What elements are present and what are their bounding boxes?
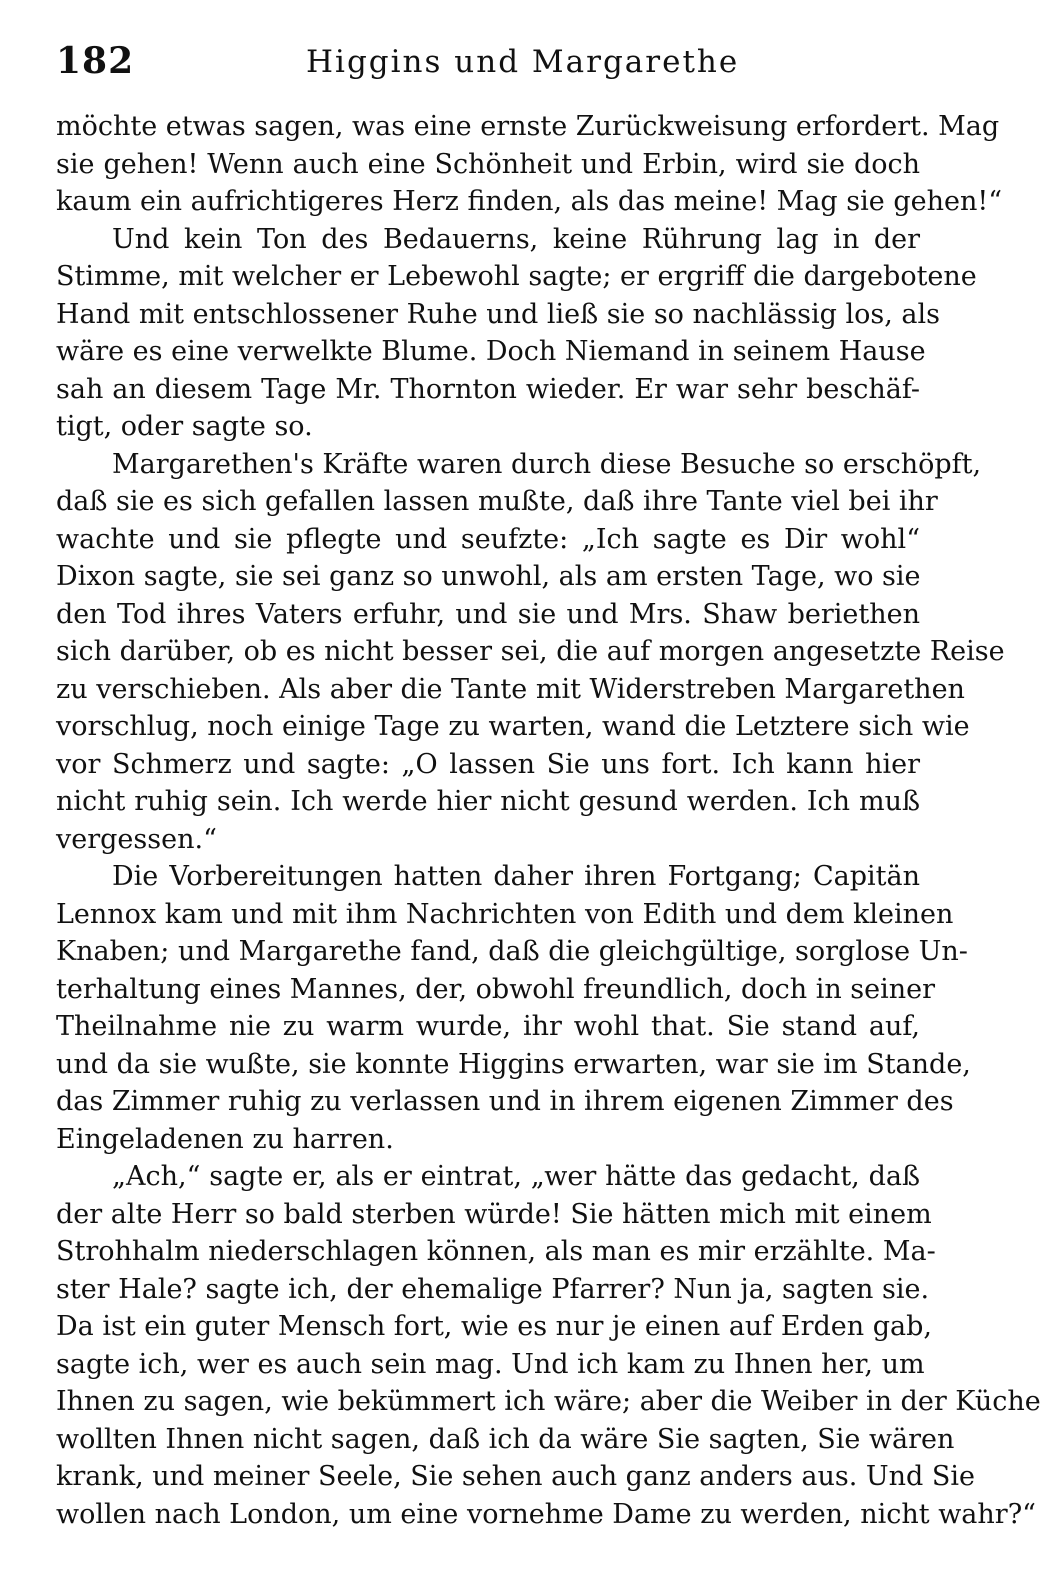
text-line: Die Vorbereitungen hatten daher ihren Fortgang; Capitän — [112, 861, 920, 892]
text-line: Strohhalm niederschlagen können, als man es mir erzählte. Ma- — [56, 1236, 936, 1267]
text-line: wollten Ihnen nicht sagen, daß ich da wäre Sie sagten, Sie wären — [56, 1423, 955, 1455]
text-line: Stimme, mit welcher er Lebewohl sagte; er ergriff die dargebotene — [56, 261, 977, 292]
text-line: Und kein Ton des Bedauerns, keine Rührung lag in der — [112, 223, 920, 255]
text-line: ster Hale? sagte ich, der ehemalige Pfarrer? Nun ja, sagten sie. — [56, 1273, 930, 1305]
text-line: Ihnen zu sagen, wie bekümmert ich wäre; aber die Weiber in der Küche — [56, 1386, 1041, 1417]
text-line: wäre es eine verwelkte Blume. Doch Niemand in seinem Hause — [56, 336, 926, 367]
body-text — [56, 108, 1041, 1533]
text-line: sagte ich, wer es auch sein mag. Und ich kam zu Ihnen her, um — [56, 1348, 925, 1380]
text-line: Knaben; und Margarethe fand, daß die gleichgültige, sorglose Un- — [56, 936, 968, 967]
text-line: tigt, oder sagte so. — [56, 411, 313, 442]
text-line: terhaltung eines Mannes, der, obwohl freundlich, doch in seiner — [56, 973, 936, 1005]
text-line: sich darüber, ob es nicht besser sei, die auf morgen angesetzte Reise — [56, 636, 1005, 667]
text-line: sah an diesem Tage Mr. Thornton wieder. Er war sehr beschäf- — [56, 373, 920, 405]
text-line: den Tod ihres Vaters erfuhr, und sie und Mrs. Shaw beriethen — [56, 598, 920, 630]
running-title: Higgins und Margarethe — [306, 44, 740, 80]
text-line: vorschlug, noch einige Tage zu warten, wand die Letztere sich wie — [56, 711, 970, 742]
text-line: daß sie es sich gefallen lassen mußte, daß ihre Tante viel bei ihr — [56, 486, 938, 517]
text-line: Da ist ein guter Mensch fort, wie es nur je einen auf Erden gab, — [56, 1311, 932, 1342]
text-line: der alte Herr so bald sterben würde! Sie hätten mich mit einem — [56, 1198, 932, 1230]
text-line: und da sie wußte, sie konnte Higgins erwarten, war sie im Stande, — [56, 1048, 971, 1080]
text-line: wachte und sie pflegte und seufzte: „Ich sagte es Dir wohl“ — [56, 523, 920, 555]
text-line: krank, und meiner Seele, Sie sehen auch ganz anders aus. Und Sie — [56, 1461, 975, 1492]
text-line: Theilnahme nie zu warm wurde, ihr wohl that. Sie stand auf, — [56, 1011, 920, 1042]
text-line: zu verschieben. Als aber die Tante mit Widerstreben Margarethen — [56, 673, 965, 705]
page-header — [56, 40, 920, 96]
text-line: Margarethen's Kräfte waren durch diese Besuche so erschöpft, — [112, 448, 982, 480]
text-line: sie gehen! Wenn auch eine Schönheit und Erbin, wird sie doch — [56, 148, 920, 180]
text-line: wollen nach London, um eine vornehme Dame zu werden, nicht wahr?“ — [56, 1498, 1036, 1530]
text-line: Hand mit entschlossener Ruhe und ließ sie so nachlässig los, als — [56, 298, 940, 330]
text-line: Lennox kam und mit ihm Nachrichten von Edith und dem kleinen — [56, 898, 954, 930]
text-line: kaum ein aufrichtigeres Herz finden, als das meine! Mag sie gehen!“ — [56, 186, 1003, 217]
text-line: möchte etwas sagen, was eine ernste Zurückweisung erfordert. Mag — [56, 111, 1000, 142]
text-line: nicht ruhig sein. Ich werde hier nicht gesund werden. Ich muß — [56, 786, 920, 817]
text-line: vor Schmerz und sagte: „O lassen Sie uns fort. Ich kann hier — [56, 748, 920, 780]
page-number: 182 — [56, 40, 135, 82]
text-line: „Ach,“ sagte er, als er eintrat, „wer hätte das gedacht, daß — [112, 1161, 920, 1192]
text-line: vergessen.“ — [56, 823, 217, 855]
text-line: Dixon sagte, sie sei ganz so unwohl, als am ersten Tage, wo sie — [56, 561, 921, 592]
text-line: das Zimmer ruhig zu verlassen und in ihrem eigenen Zimmer des — [56, 1086, 954, 1117]
book-page — [56, 40, 1041, 1533]
text-line: Eingeladenen zu harren. — [56, 1123, 394, 1155]
